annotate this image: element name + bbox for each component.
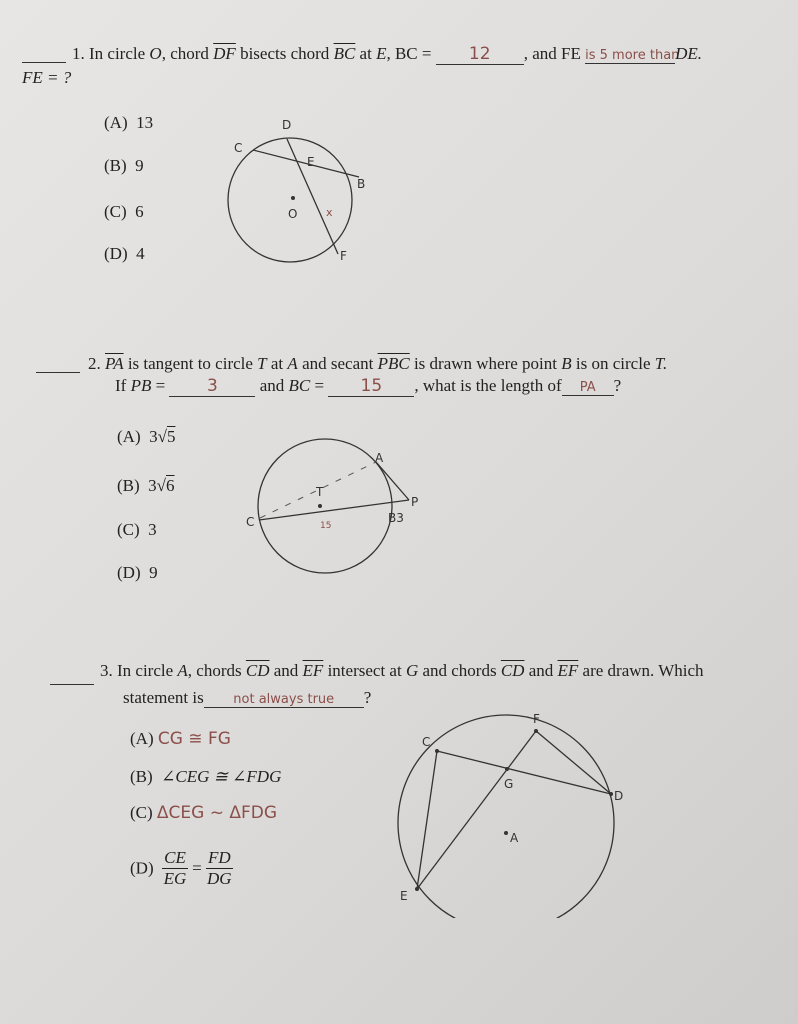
q1-fe-note: is 5 more than — [585, 48, 680, 63]
label-c: C — [246, 515, 255, 529]
q3-option-a[interactable]: (A) CG ≅ FG — [130, 729, 231, 749]
label-c: C — [422, 735, 431, 749]
q2-stem-line2: If PB = 3 and BC = 15 , what is the length of PA ? — [115, 376, 622, 396]
label-a: A — [510, 831, 519, 845]
q2-pb-blank: 3 — [169, 376, 255, 397]
chord-ef — [417, 731, 536, 889]
tangent-pa — [376, 462, 409, 500]
center-point — [291, 196, 295, 200]
label-c: C — [234, 141, 243, 155]
label-d: D — [614, 789, 624, 803]
q2-bc-blank: 15 — [328, 376, 414, 397]
q1-question: FE = ? — [22, 68, 72, 87]
label-g: G — [504, 777, 514, 791]
q2-option-d[interactable]: (D) 9 — [117, 563, 158, 582]
label-e: E — [400, 889, 408, 903]
q1-option-b[interactable]: (B) 9 — [104, 156, 144, 175]
label-15: 15 — [320, 521, 332, 531]
q2-target-blank: PA — [562, 380, 614, 396]
q2-option-b[interactable]: (B) 3√6 — [117, 476, 175, 495]
label-d: D — [282, 118, 292, 132]
center-t — [318, 504, 322, 508]
q2-diagram — [240, 428, 440, 578]
label-o: O — [288, 207, 298, 221]
label-f: F — [340, 249, 347, 263]
q1-number: 1. — [72, 44, 85, 63]
label-e: E — [307, 155, 315, 169]
q2-option-a[interactable]: (A) 3√5 — [117, 427, 176, 446]
q3-stem-line2: statement is not always true ? — [123, 688, 372, 707]
label-t: T — [316, 485, 324, 499]
mark-x: x — [326, 206, 333, 219]
secant-pbc — [259, 500, 409, 520]
q2-answer-blank[interactable] — [36, 372, 80, 373]
q3-stem: 3. In circle A, chords $\overline{CD}$ and $\overline{EF}$ intersect at G and chords $\overline{CD}$ and $\overline{EF}$ are drawn. Which — [100, 661, 704, 680]
q3-option-b[interactable]: (B) ∠CEG ≅ ∠FDG — [130, 767, 282, 786]
q1-diagram — [220, 112, 370, 272]
label-a: A — [375, 451, 384, 465]
chord-ce — [417, 751, 437, 889]
q3-option-d[interactable]: (D) $\frac{CE}{EG}$ = $\frac{FD}{DG}$ — [130, 848, 232, 888]
q1-option-a[interactable]: (A) 13 — [104, 113, 154, 132]
q1-bc-blank: 12 — [436, 44, 524, 65]
q2-option-c[interactable]: (C) 3 — [117, 520, 157, 539]
q1-answer-blank[interactable] — [22, 62, 66, 63]
q3-diagram — [392, 708, 632, 918]
label-b: B — [357, 177, 366, 191]
q3-note-blank: not always true — [204, 692, 364, 708]
q3-answer-blank[interactable] — [50, 684, 94, 685]
q3-option-c[interactable]: (C) ΔCEG ~ ΔFDG — [130, 803, 278, 823]
q1-option-d[interactable]: (D) 4 — [104, 244, 145, 263]
q2-stem: 2. $\overline{PA}$ is tangent to circle T at A and secant $\overline{PBC}$ is drawn where point B is on circle T. — [88, 354, 668, 373]
q1-stem: 1. In circle O, chord $\overline{DF}$ bisects chord $\overline{BC}$ at E, BC = 12 , and FE is 5 more thanDE. — [72, 44, 703, 64]
label-p: P — [411, 495, 419, 509]
label-f: F — [533, 712, 540, 726]
chord-bc — [253, 150, 359, 177]
label-b: B3 — [388, 511, 404, 525]
q1-option-c[interactable]: (C) 6 — [104, 202, 144, 221]
